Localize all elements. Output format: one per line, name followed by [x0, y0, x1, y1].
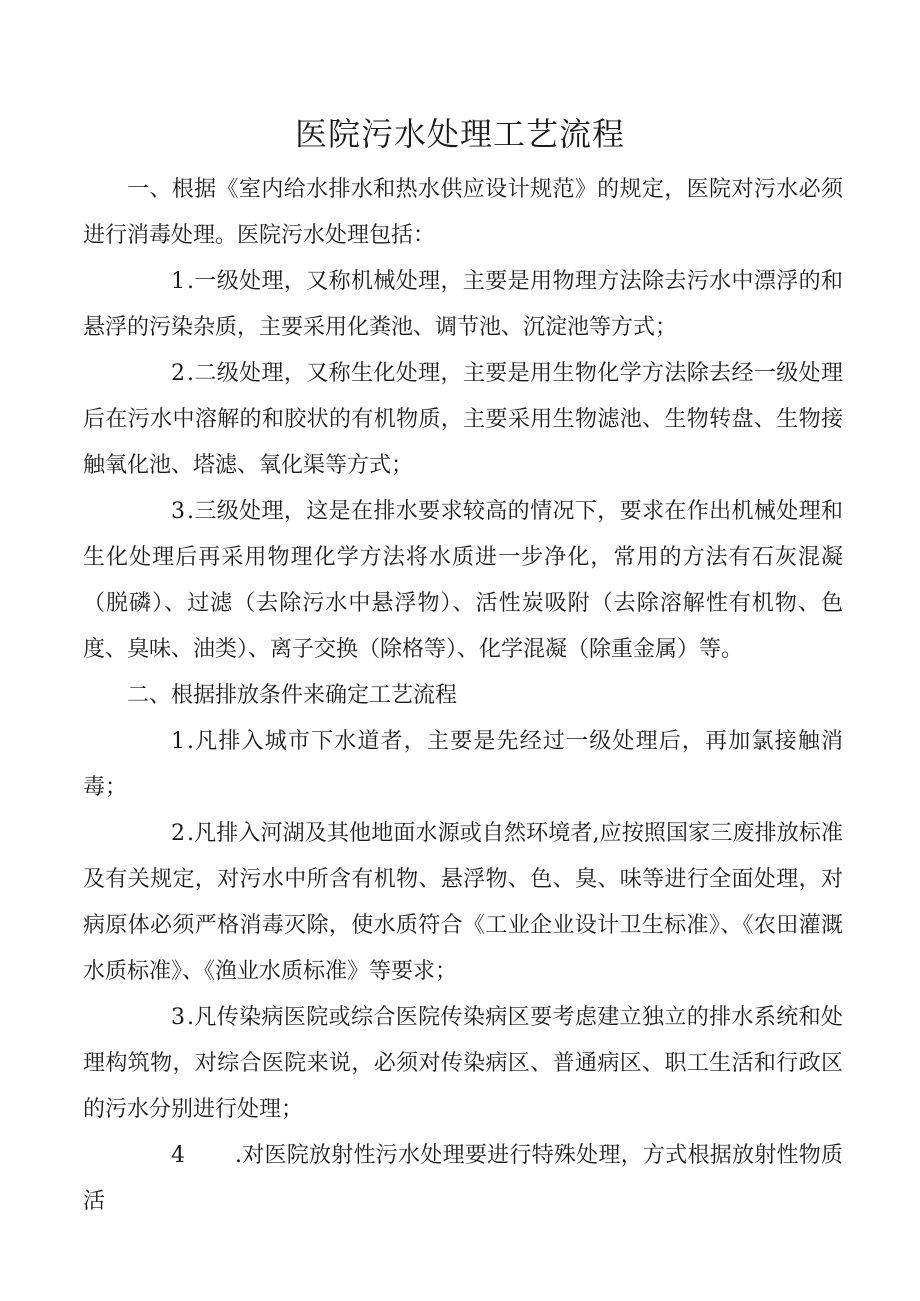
document-title: 医院污水处理工艺流程	[294, 115, 625, 153]
paragraph-text: 二、根据排放条件来确定工艺流程	[127, 683, 458, 708]
paragraph-item-2-2	[83, 811, 843, 995]
paragraph-item-1-1	[83, 259, 843, 351]
paragraph-section-2	[83, 673, 843, 719]
paragraph-item-2-3	[83, 995, 843, 1133]
paragraph-item-2-1	[83, 719, 843, 811]
paragraph-item-1-2	[83, 351, 843, 489]
item-number: 3	[171, 1005, 185, 1030]
paragraph-text: 一、根据《室内给水排水和热水供应设计规范》的规定，医院对污水必须进行消毒处理。医院污水处理包括：	[83, 177, 843, 248]
paragraph-text: .凡排入河湖及其他地面水源或自然环境者,应按照国家三废排放标准及有关规定，对污水中所含有机物、悬浮物、色、臭、味等进行全面处理，对病原体必须严格消毒灭除，使水质符合《工业企业设计卫生标准》、《农田灌溉水质标准》、《渔业水质标准》等要求；	[83, 821, 843, 984]
paragraph-item-2-4	[83, 1133, 843, 1225]
paragraph-text: .对医院放射性污水处理要进行特殊处理，方式根据放射性物质活	[83, 1143, 843, 1214]
item-number: 3	[171, 499, 185, 524]
document-body	[83, 167, 843, 1225]
item-number: 2	[171, 361, 185, 386]
item-number: 4	[171, 1143, 185, 1168]
item-number: 1	[171, 269, 185, 294]
paragraph-intro-1	[83, 167, 843, 259]
paragraph-text: .凡排入城市下水道者，主要是先经过一级处理后，再加氯接触消毒；	[83, 729, 843, 800]
paragraph-text: .一级处理，又称机械处理，主要是用物理方法除去污水中漂浮的和悬浮的污染杂质，主要采用化粪池、调节池、沉淀池等方式；	[83, 269, 843, 340]
paragraph-text: .凡传染病医院或综合医院传染病区要考虑建立独立的排水系统和处理构筑物，对综合医院来说，必须对传染病区、普通病区、职工生活和行政区的污水分别进行处理；	[83, 1005, 843, 1122]
item-number: 1	[171, 729, 185, 754]
item-number: 2	[171, 821, 185, 846]
paragraph-text: .三级处理，这是在排水要求较高的情况下，要求在作出机械处理和生化处理后再采用物理化学方法将水质进一步净化，常用的方法有石灰混凝（脱磷）、过滤（去除污水中悬浮物）、活性炭吸附（去除溶解性有机物、色度、臭味、油类）、离子交换（除格等）、化学混凝（除重金属）等。	[83, 499, 843, 662]
paragraph-text: .二级处理，又称生化处理，主要是用生物化学方法除去经一级处理后在污水中溶解的和胶状的有机物质，主要采用生物滤池、生物转盘、生物接触氧化池、塔滤、氧化渠等方式；	[83, 361, 843, 478]
paragraph-item-1-3	[83, 489, 843, 673]
